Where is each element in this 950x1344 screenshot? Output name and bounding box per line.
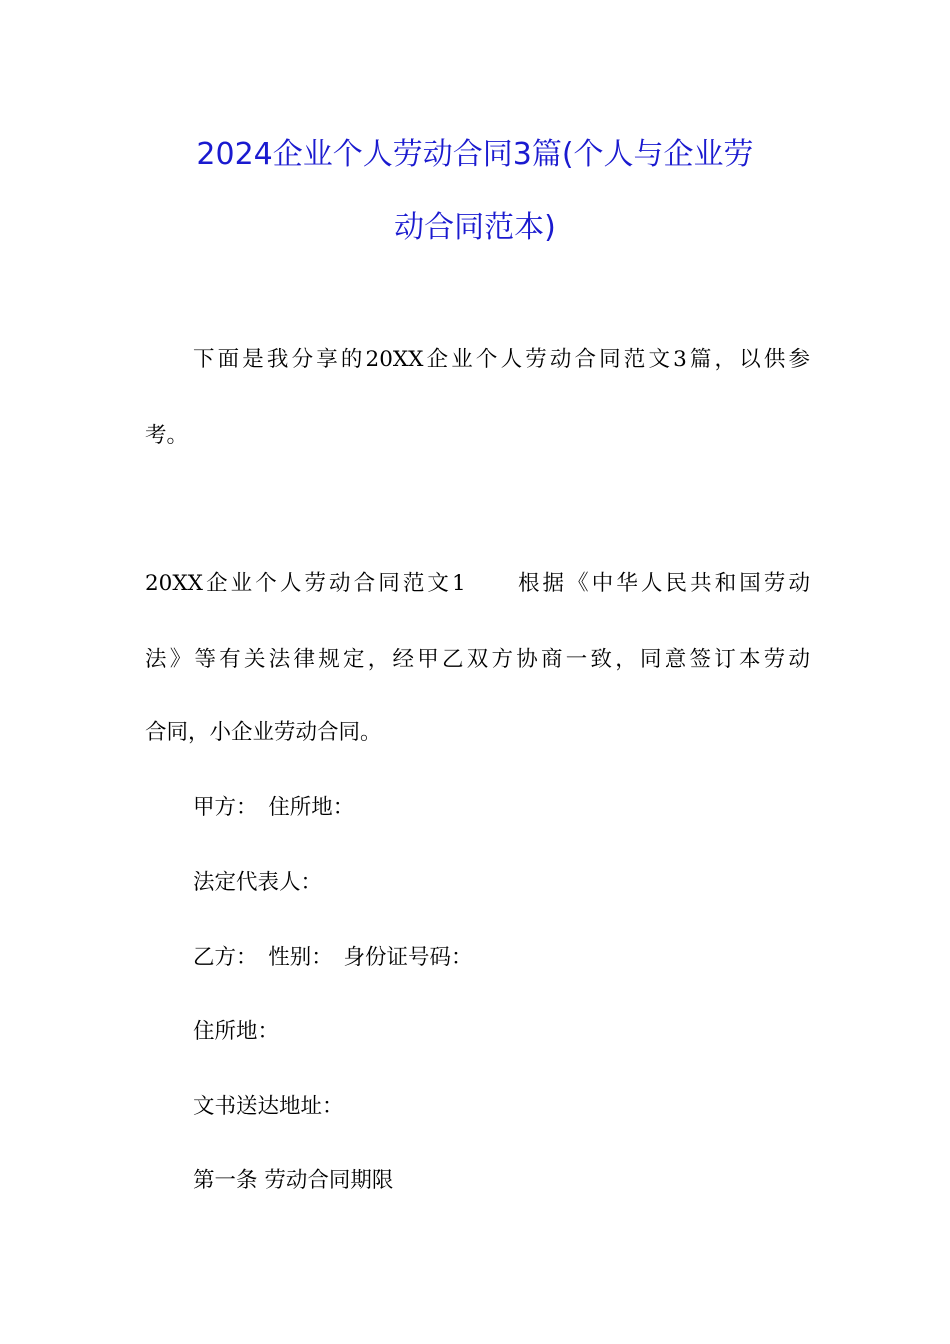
article-1-heading: 第一条 劳动合同期限 bbox=[193, 1168, 394, 1193]
intro-paragraph-line-1: 下面是我分享的20XX企业个人劳动合同范文3篇，以供参 bbox=[193, 347, 810, 372]
section-1-line-2: 法》等有关法律规定，经甲乙双方协商一致，同意签订本劳动 bbox=[145, 647, 810, 672]
party-b-line: 乙方： 性别： 身份证号码： bbox=[193, 945, 473, 970]
document-title-line-2: 动合同范本) bbox=[394, 210, 556, 245]
section-1-line-1: 20XX企业个人劳动合同范文1 根据《中华人民共和国劳动 bbox=[145, 571, 810, 596]
party-a-line: 甲方： 住所地： bbox=[193, 795, 355, 820]
intro-paragraph-line-2: 考。 bbox=[145, 423, 189, 448]
section-1-line-3: 合同，小企业劳动合同。 bbox=[145, 720, 382, 745]
residence-line: 住所地： bbox=[193, 1019, 280, 1044]
legal-representative-line: 法定代表人： bbox=[193, 870, 323, 895]
service-address-line: 文书送达地址： bbox=[193, 1094, 344, 1119]
document-title-line-1: 2024企业个人劳动合同3篇(个人与企业劳 bbox=[196, 137, 754, 172]
